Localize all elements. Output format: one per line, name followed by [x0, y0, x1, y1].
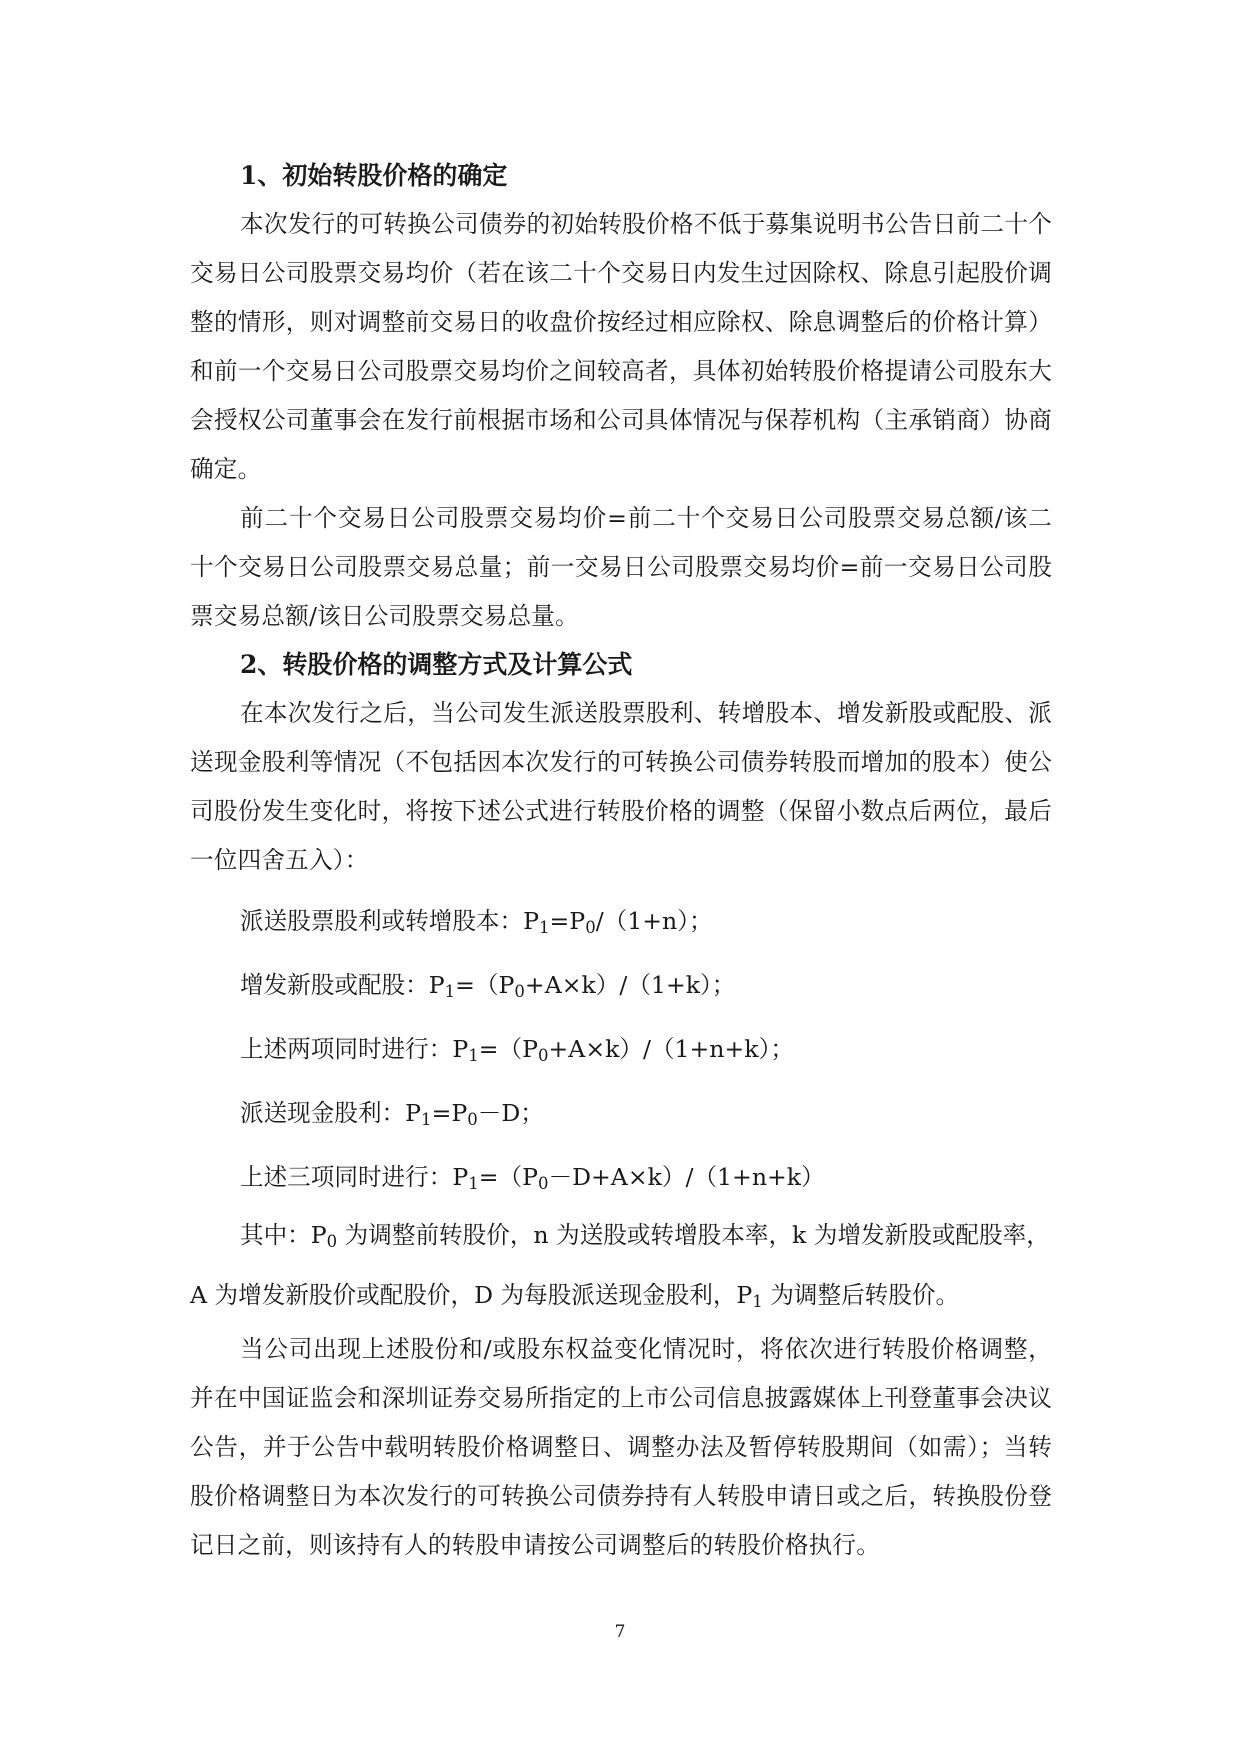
formula-combined-three: 上述三项同时进行：$P_1=(P_0-D+A\times k)/(1+n+k)$: [240, 1163, 825, 1194]
formula-combined-two: 上述两项同时进行：$P_1=(P_0+A\times k)/(1+n+k)$；: [240, 1035, 794, 1066]
formula-label: 派送现金股利：: [240, 1099, 406, 1127]
formula-label: 增发新股或配股：: [240, 971, 429, 999]
formula-label: 上述两项同时进行：: [240, 1035, 453, 1063]
paragraph: 前二十个交易日公司股票交易均价=前二十个交易日公司股票交易总额/该二十个交易日公司股票交易总量；前一交易日公司股票交易均价=前一交易日公司股票交易总额/该日公司股票交易总量。: [190, 504, 1052, 630]
formula-cash-dividend: 派送现金股利：$P_1=P_0-D$；: [240, 1099, 544, 1130]
document-body: [190, 152, 1052, 1570]
paragraph: 在本次发行之后，当公司发生派送股票股利、转增股本、增发新股或配股、派送现金股利等情况（不包括因本次发行的可转换公司债券转股而增加的股本）使公司股份发生变化时，将按下述公式进行转股价格的调整（保留小数点后两位，最后一位四舍五入）：: [190, 699, 1052, 874]
variable-definitions-line-2: A 为增发新股价或配股价，D 为每股派送现金股利，$P_1$ 为调整后转股价。: [190, 1281, 960, 1312]
paragraph: 本次发行的可转换公司债券的初始转股价格不低于募集说明书公告日前二十个交易日公司股票交易均价（若在该二十个交易日内发生过因除权、除息引起股价调整的情形，则对调整前交易日的收盘价按经过相应除权、除息调整后的价格计算）和前一个交易日公司股票交易均价之间较高者，具体初始转股价格提请公司股东大会授权公司董事会在发行前根据市场和公司具体情况与保荐机构（主承销商）协商确定。: [190, 210, 1052, 483]
paragraph: 当公司出现上述股份和/或股东权益变化情况时，将依次进行转股价格调整，并在中国证监会和深圳证券交易所指定的上市公司信息披露媒体上刊登董事会决议公告，并于公告中载明转股价格调整日、调整办法及暂停转股期间（如需）；当转股价格调整日为本次发行的可转换公司债券持有人转股申请日或之后，转换股份登记日之前，则该持有人的转股申请按公司调整后的转股价格执行。: [190, 1335, 1052, 1559]
formula-label: 上述三项同时进行：: [240, 1163, 453, 1191]
page-number: 7: [614, 1622, 626, 1642]
formula-label: 派送股票股利或转增股本：: [240, 907, 524, 935]
formula-new-shares: 增发新股或配股：$P_1=(P_0+A\times k)/(1+k)$；: [240, 971, 736, 1002]
variable-definitions-line-1: 其中：$P_0$ 为调整前转股价，n 为送股或转增股本率，k 为增发新股或配股率，: [240, 1221, 1050, 1252]
section-heading: 1、初始转股价格的确定: [240, 161, 508, 190]
section-heading: 2、转股价格的调整方式及计算公式: [240, 650, 633, 679]
formula-stock-dividend: 派送股票股利或转增股本：$P_1=P_0/(1+n)$；: [240, 907, 713, 938]
